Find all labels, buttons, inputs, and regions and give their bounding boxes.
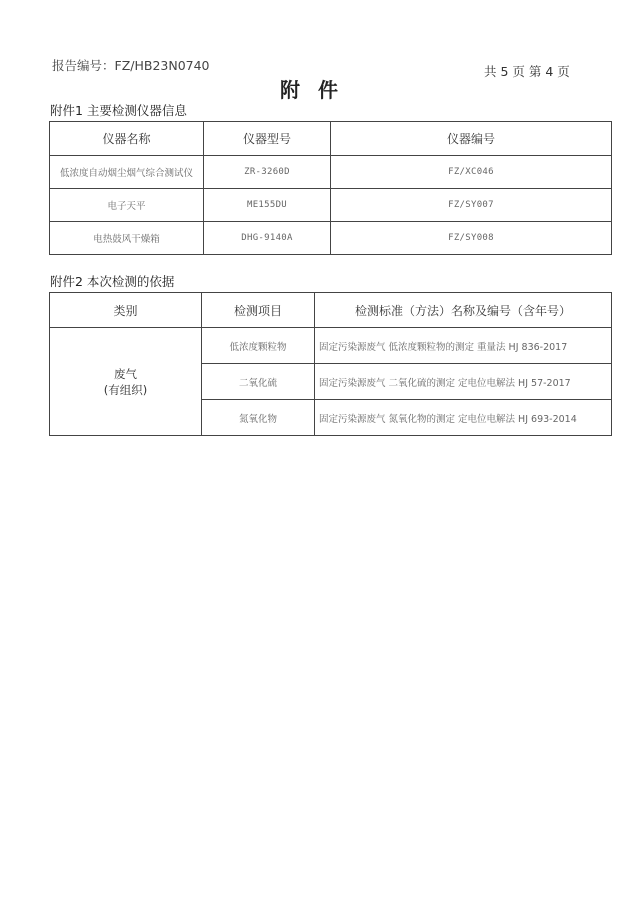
table-row [50, 189, 612, 222]
report-number: 报告编号：FZ/HB23N0740 [52, 58, 210, 73]
instrument-name: 电热鼓风干燥箱 [50, 222, 204, 255]
test-item: 氮氧化物 [202, 400, 315, 436]
category-text: 废气 (有组织) [103, 366, 148, 397]
table-row [50, 222, 612, 255]
instrument-id: FZ/XC046 [331, 156, 612, 189]
section2-title: 附件2 本次检测的依据 [50, 274, 175, 289]
page-title: 附件 [280, 78, 356, 102]
instrument-model: ME155DU [204, 189, 331, 222]
test-standard: 固定污染源废气 氮氧化物的测定 定电位电解法 HJ 693-2014 [315, 400, 612, 436]
test-standard: 固定污染源废气 二氧化硫的测定 定电位电解法 HJ 57-2017 [315, 364, 612, 400]
col-header-instrument-model: 仪器型号 [204, 122, 331, 156]
instrument-model: ZR-3260D [204, 156, 331, 189]
table-header-row [50, 293, 612, 328]
instrument-id: FZ/SY007 [331, 189, 612, 222]
col-header-standard: 检测标准（方法）名称及编号（含年号） [315, 293, 612, 328]
standards-table [49, 292, 612, 436]
test-item: 低浓度颗粒物 [202, 328, 315, 364]
test-item: 二氧化硫 [202, 364, 315, 400]
col-header-instrument-id: 仪器编号 [331, 122, 612, 156]
instrument-table [49, 121, 612, 255]
table-header-row [50, 122, 612, 156]
page-info: 共 5 页 第 4 页 [484, 64, 570, 79]
section1-title: 附件1 主要检测仪器信息 [50, 103, 187, 118]
instrument-id: FZ/SY008 [331, 222, 612, 255]
category-cell [50, 328, 202, 436]
col-header-category: 类别 [50, 293, 202, 328]
instrument-model: DHG-9140A [204, 222, 331, 255]
table-row [50, 328, 612, 364]
col-header-instrument-name: 仪器名称 [50, 122, 204, 156]
table-row [50, 156, 612, 189]
instrument-name: 低浓度自动烟尘烟气综合测试仪 [50, 156, 204, 189]
test-standard: 固定污染源废气 低浓度颗粒物的测定 重量法 HJ 836-2017 [315, 328, 612, 364]
col-header-test-item: 检测项目 [202, 293, 315, 328]
instrument-name: 电子天平 [50, 189, 204, 222]
